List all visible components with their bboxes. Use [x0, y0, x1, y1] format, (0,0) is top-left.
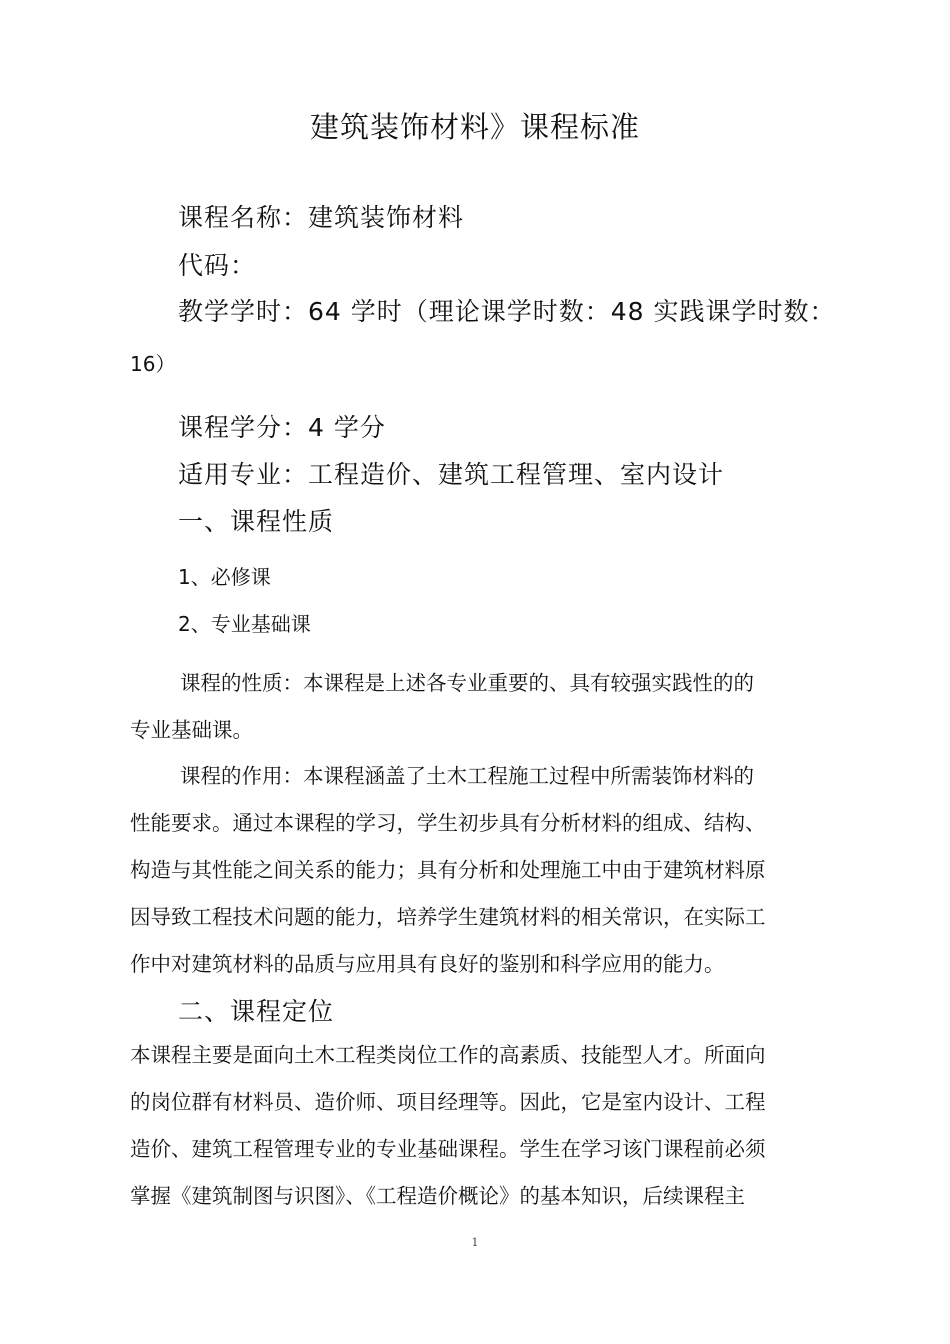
- paragraph-line: 本课程主要是面向土木工程类岗位工作的高素质、技能型人才。所面向: [130, 1043, 766, 1067]
- section-heading-positioning: 二、课程定位: [178, 997, 335, 1026]
- teaching-hours-continued: 16）: [130, 352, 176, 376]
- paragraph-line: 掌握《建筑制图与识图》、《工程造价概论》的基本知识，后续课程主: [130, 1184, 745, 1208]
- section-heading-nature: 一、课程性质: [178, 507, 335, 536]
- page-number: 1: [471, 1236, 479, 1249]
- list-item: 1、必修课: [178, 565, 271, 589]
- course-code: 代码：: [178, 251, 257, 280]
- course-credits: 课程学分：4 学分: [178, 413, 386, 442]
- document-title: 建筑装饰材料》课程标准: [309, 110, 640, 144]
- paragraph-line: 的岗位群有材料员、造价师、项目经理等。因此，它是室内设计、工程: [130, 1090, 766, 1114]
- course-name: 课程名称：建筑装饰材料: [178, 203, 465, 232]
- positioning-paragraph: [130, 1032, 830, 1220]
- paragraph-line: 因导致工程技术问题的能力，培养学生建筑材料的相关常识，在实际工: [130, 905, 766, 929]
- list-item: 2、专业基础课: [178, 612, 311, 636]
- teaching-hours: 教学学时：64 学时（理论课学时数：48 实践课学时数：: [178, 297, 836, 326]
- paragraph-line: 作中对建筑材料的品质与应用具有良好的鉴别和科学应用的能力。: [130, 952, 725, 976]
- paragraph-line: 课程的作用：本课程涵盖了土木工程施工过程中所需装饰材料的: [180, 764, 754, 788]
- paragraph-line: 构造与其性能之间关系的能力；具有分析和处理施工中由于建筑材料原: [130, 858, 766, 882]
- paragraph-line: 造价、建筑工程管理专业的专业基础课程。学生在学习该门课程前必须: [130, 1137, 766, 1161]
- paragraph-line: 课程的性质：本课程是上述各专业重要的、具有较强实践性的的: [180, 671, 754, 695]
- paragraph-line: 专业基础课。: [130, 718, 253, 742]
- paragraph-line: 性能要求。通过本课程的学习，学生初步具有分析材料的组成、结构、: [130, 811, 766, 835]
- applicable-majors: 适用专业：工程造价、建筑工程管理、室内设计: [178, 460, 725, 489]
- nature-paragraph: [130, 660, 830, 754]
- role-paragraph: [130, 753, 830, 988]
